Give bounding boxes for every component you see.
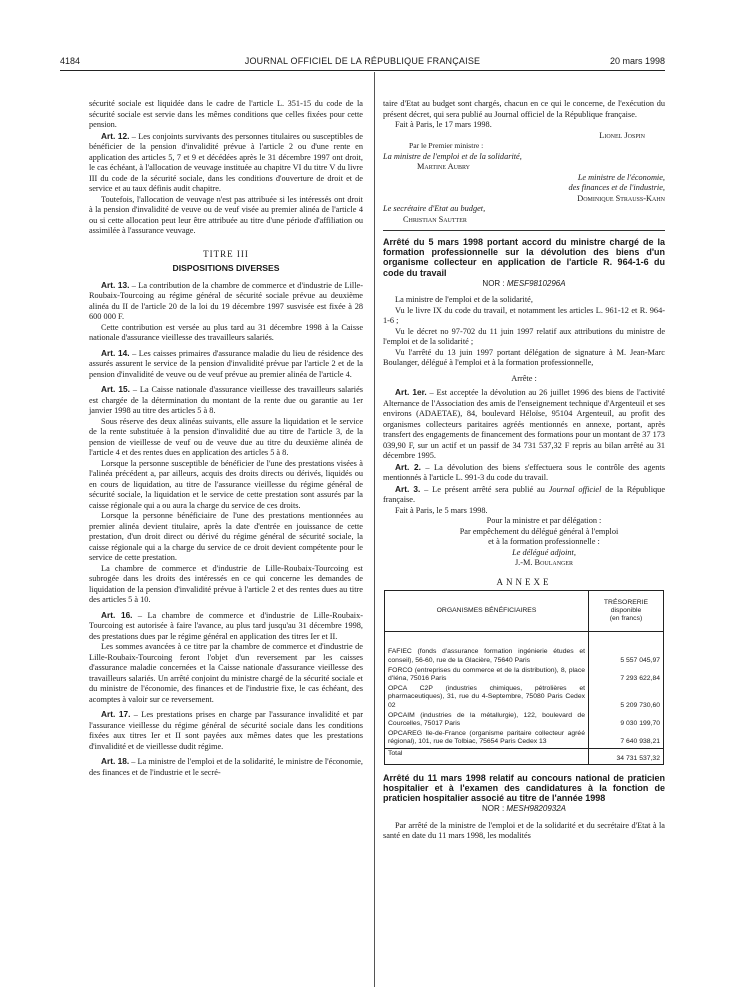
- decree-title: Arrêté du 5 mars 1998 portant accord du ministre chargé de la formation professionnelle sur la dévolution des biens d'un organisme collecteur en application de l'article R. 964-1-6 du code du travail: [383, 237, 665, 278]
- amount-cell: 5 209 730,60: [589, 684, 664, 711]
- section-title: TITRE III: [203, 248, 249, 259]
- decree-title: Arrêté du 11 mars 1998 relatif au concours national de praticien hospitalier et à l'examen des candidatures à la fonction de praticien hospitalier associé au titre de l'année 1998: [383, 772, 665, 804]
- column-header: ORGANISMES BÉNÉFICIAIRES: [385, 591, 589, 632]
- article-label: Art. 18.: [101, 756, 130, 766]
- amount-cell: 5 557 045,97: [589, 632, 664, 666]
- header-rule: [60, 70, 665, 71]
- header-line: (en francs): [609, 615, 643, 623]
- nor-reference: [383, 279, 665, 290]
- article-label: Art. 12.: [101, 130, 130, 141]
- header-line: disponible: [610, 607, 642, 615]
- nor-code: MESH9820932A: [506, 804, 567, 814]
- signature-line: Par le Premier ministre :: [409, 141, 484, 150]
- amount-cell: 9 030 199,70: [589, 711, 664, 729]
- paragraph: taire d'Etat au budget sont chargés, chacun en ce qui le concerne, de l'exécution du présent décret, qui sera publié au Journal officiel de la République française.: [383, 99, 665, 119]
- article-text: – Est acceptée la dévolution au 26 juillet 1996 des biens de l'activité Alternance de l'Association des amis de l'enseignement technique d'Argenteuil et ses environs (ADAETAE), 84, boulevard Héloïse, 95104 Argenteuil, au profit des organismes collecteurs paritaires agréés mentionnés en annexe, portant, après transfert des engagements de financement des formations pour un montant de 37 173 039,90 F, sur un actif et un passif de 34 731 537,32 F repris au bilan arrêté au 31 décembre 1995.: [383, 388, 666, 461]
- signing-date: Fait à Paris, le 5 mars 1998.: [395, 505, 488, 515]
- article-text: de la République française.: [383, 484, 666, 505]
- delegation-line: Par empêchement du délégué général à l'emploi: [459, 526, 619, 536]
- article-1: [383, 387, 665, 462]
- left-column: [89, 99, 363, 778]
- issue-date: 20 mars 1998: [609, 56, 665, 66]
- article-label: Art. 16.: [101, 609, 133, 620]
- journal-title: JOURNAL OFFICIEL DE LA RÉPUBLIQUE FRANÇAISE: [244, 56, 481, 66]
- paragraph: La chambre de commerce et d'industrie de Lille-Roubaix-Tourcoing est subrogée dans les droits des intéressés en ce qui concerne les demandes de liquidation de la pension d'invalidité prévue à l'article 2 et des rentes dues au titre des articles 5 à 10.: [89, 563, 363, 604]
- org-cell: OPCAIM (industries de la métallurgie), 122, boulevard de Courcelles, 75017 Paris: [385, 711, 589, 729]
- paragraph: Par arrêté de la ministre de l'emploi et de la solidarité et du secrétaire d'Etat à la santé en date du 11 mars 1998, les modalités: [383, 820, 665, 841]
- article-label: Art. 1er.: [395, 387, 427, 398]
- signature: J.-M. Boulanger: [514, 558, 574, 568]
- section-subtitle: DISPOSITIONS DIVERSES: [172, 263, 280, 273]
- separator: [383, 230, 665, 231]
- table-row: [385, 711, 664, 729]
- paragraph: Vu le livre IX du code du travail, et notamment les articles L. 961-12 et R. 964-1-6 ;: [383, 305, 665, 326]
- article-label: Art. 17.: [101, 709, 131, 719]
- article-16: [89, 610, 363, 643]
- paragraph: Toutefois, l'allocation de veuvage n'est pas attribuée si les intéressés ont droit à la pension d'invalidité de veuve ou de veuf visée au premier alinéa de l'article 4 ou si cette allocation peut leur être attribuée au titre d'une période d'affiliation ou assimilée à l'assurance veuvage.: [89, 194, 363, 235]
- annex-table: [384, 590, 664, 764]
- article-text: – Les conjoints survivants des personnes titulaires ou susceptibles de bénéficier de la pension d'invalidité prévue à l'article 2 ou d'une rente en application des articles 5, 7 et 9 et décédées après le 31 décembre 1997 ont droit, le cas échéant, à l'allocation de veuvage instituée au chapitre VI du titre V du livre III du code de la sécurité sociale, dans les conditions d'ouverture de droit et de service et au taux définis audit chapitre.: [89, 131, 363, 193]
- page-number: 4184: [60, 56, 81, 66]
- article-14: [89, 348, 363, 381]
- table-row: [385, 729, 664, 748]
- table-row: [385, 684, 664, 711]
- article-18: [89, 756, 363, 778]
- paragraph: Lorsque la personne bénéficiaire de l'une des prestations mentionnées au premier alinéa devient titulaire, après la date d'entrée en jouissance de cette prestation, d'un droit direct ou dérivé du régime général de sécurité sociale, la caisse régionale qui a la charge du service de ce droit devient compétente pour le service de cette prestation.: [89, 511, 363, 562]
- article-text: – La Caisse nationale d'assurance vieillesse des travailleurs salariés est chargée de la détermination du montant de la rente due ou garantie au 1er janvier 1998 au titre des articles 5 à 8.: [89, 385, 363, 415]
- article-text: – La chambre de commerce et d'industrie de Lille-Roubaix-Tourcoing est autorisée à faire l'avance, au plus tard jusqu'au 31 décembre 1998, des prestations dues par le régime général en application des titres Ier et II.: [89, 610, 363, 641]
- right-column: [383, 99, 665, 842]
- signature: Dominique Strauss-Kahn: [577, 193, 665, 203]
- journal-name: Journal officiel: [548, 484, 602, 494]
- paragraph: sécurité sociale est liquidée dans le cadre de l'article L. 351-15 du code de la sécurité sociale est servie dans les mêmes conditions que celles fixées pour cette pension.: [89, 99, 363, 129]
- amount-cell: 7 640 938,21: [589, 729, 664, 748]
- paragraph: Sous réserve des deux alinéas suivants, elle assure la liquidation et le service de la rente substituée à la pension d'invalidité due au titre de l'article 3, de la pension de vieillesse de veuf ou de veuve due au titre du deuxième alinéa de l'article 4 et des rentes dues en application des articles 5 à 8.: [89, 416, 363, 457]
- article-text: – La dévolution des biens s'effectuera sous le contrôle des agents mentionnés à l'article L. 991-3 du code du travail.: [383, 462, 665, 483]
- signature: Christian Sautter: [403, 214, 467, 224]
- paragraph: La ministre de l'emploi et de la solidarité,: [395, 295, 533, 305]
- article-label: Art. 2.: [395, 461, 421, 472]
- table-row: [385, 632, 664, 666]
- page-header: [60, 56, 665, 70]
- org-cell: FORCO (entreprises du commerce et de la distribution), 8, place d'Iéna, 75016 Paris: [385, 666, 589, 684]
- column-header: [589, 591, 664, 632]
- article-12: [89, 131, 363, 195]
- org-cell: OPCAREG Ile-de-France (organisme paritaire collecteur agréé régional), 101, rue de Tolbiac, 75654 Paris Cedex 13: [385, 729, 589, 748]
- article-label: Art. 3.: [395, 483, 421, 494]
- table-header: [385, 591, 664, 632]
- article-text: – Le présent arrêté sera publié au: [420, 484, 549, 494]
- paragraph: Vu l'arrêté du 13 juin 1997 portant délégation de signature à M. Jean-Marc Boulanger, délégué à l'emploi et à la formation professionnelle,: [383, 347, 665, 368]
- signature: Martine Aubry: [417, 162, 470, 171]
- article-label: Art. 15.: [101, 384, 130, 394]
- header-line: TRÉSORERIE: [603, 599, 649, 606]
- minister-title: des finances et de l'industrie,: [568, 183, 665, 192]
- article-17: [89, 709, 363, 752]
- delegation-line: Pour la ministre et par délégation :: [486, 516, 602, 526]
- paragraph: Les sommes avancées à ce titre par la chambre de commerce et d'industrie de Lille-Roubaix-Tourcoing feront l'objet d'un reversement par les caisses d'assurance maladie concernées et la Caisse nationale d'assurance vieillesse des travailleurs salariés. Un arrêté conjoint du ministre chargé de la sécurité sociale et du ministre de l'économie, des finances et de l'industrie fixe, le cas échéant, des acomptes à valoir sur ce reversement.: [89, 642, 363, 704]
- org-cell: FAFIEC (fonds d'assurance formation ingénierie études et conseil), 56-60, rue de la Glacière, 75640 Paris: [385, 632, 589, 666]
- delegation-line: et à la formation professionnelle :: [488, 537, 600, 547]
- annex-title: ANNEXE: [496, 576, 552, 587]
- article-15: [89, 384, 363, 417]
- article-label: Art. 14.: [101, 347, 130, 358]
- column-divider: [374, 72, 375, 987]
- paragraph: Vu le décret no 97-702 du 11 juin 1997 relatif aux attributions du ministre de l'emploi et de la solidarité ;: [383, 326, 665, 347]
- article-3: [383, 484, 665, 506]
- article-2: [383, 462, 665, 484]
- table-total-row: [385, 748, 664, 764]
- signature: Lionel Jospin: [599, 130, 645, 140]
- article-text: – La ministre de l'emploi et de la solidarité, le ministre de l'économie, des finances et de l'industrie et le secré-: [89, 757, 363, 777]
- org-cell: OPCA C2P (industries chimiques, pétrolières et pharmaceutiques), 31, rue du 4-Septembre, 75080 Paris Cedex 02: [385, 684, 589, 711]
- nor-label: NOR :: [482, 278, 507, 288]
- total-amount: 34 731 537,32: [589, 748, 664, 764]
- delegation-line: Le délégué adjoint,: [512, 547, 576, 557]
- minister-title: La ministre de l'emploi et de la solidarité,: [383, 151, 522, 161]
- article-label: Art. 13.: [101, 279, 130, 290]
- signing-date: Fait à Paris, le 17 mars 1998.: [395, 120, 492, 129]
- article-text: – Les caisses primaires d'assurance maladie du lieu de résidence des assurés assurent le service de la pension d'invalidité prévue par l'article 2 et de la pension d'invalidité de veuve ou de veuf prévue au premier alinéa de l'article 4.: [89, 348, 363, 379]
- paragraph: Cette contribution est versée au plus tard au 31 décembre 1998 à la Caisse nationale d'assurance vieillesse des travailleurs salariés.: [89, 322, 363, 342]
- nor-reference: [383, 804, 665, 815]
- article-13: [89, 280, 363, 323]
- total-label: Total: [385, 748, 589, 764]
- amount-cell: 7 293 622,84: [589, 666, 664, 684]
- article-text: – Les prestations prises en charge par l'assurance invalidité et par l'assurance vieillesse du régime général de sécurité sociale dans les conditions fixées aux titres Ier et II sont payées aux mêmes dates que les prestations d'invalidité et de vieillesse dudit régime.: [89, 710, 363, 751]
- table-row: [385, 666, 664, 684]
- minister-title: Le secrétaire d'Etat au budget,: [383, 204, 486, 213]
- nor-label: NOR :: [481, 804, 507, 814]
- nor-code: MESF9810296A: [506, 278, 566, 288]
- arrete-heading: Arrête :: [511, 373, 537, 383]
- paragraph: Lorsque la personne susceptible de bénéficier de l'une des prestations visées à l'alinéa précédent a, par ailleurs, acquis des droits directs ou dérivés, liquidés ou en cours de liquidation, au titre de l'assurance vieillesse du régime général de sécurité sociale, la liquidation et le service de cette prestation sont assurés par la caisse régionale qui a ou aura la charge du service de ces droits.: [89, 458, 363, 510]
- minister-title: Le ministre de l'économie,: [577, 172, 665, 182]
- article-text: – La contribution de la chambre de commerce et d'industrie de Lille-Roubaix-Tourcoing au régime général de sécurité sociale prévue au deuxième alinéa du II de l'article 20 de la loi du 19 décembre 1997 susvisée est fixée à 28 600 000 F.: [89, 280, 363, 321]
